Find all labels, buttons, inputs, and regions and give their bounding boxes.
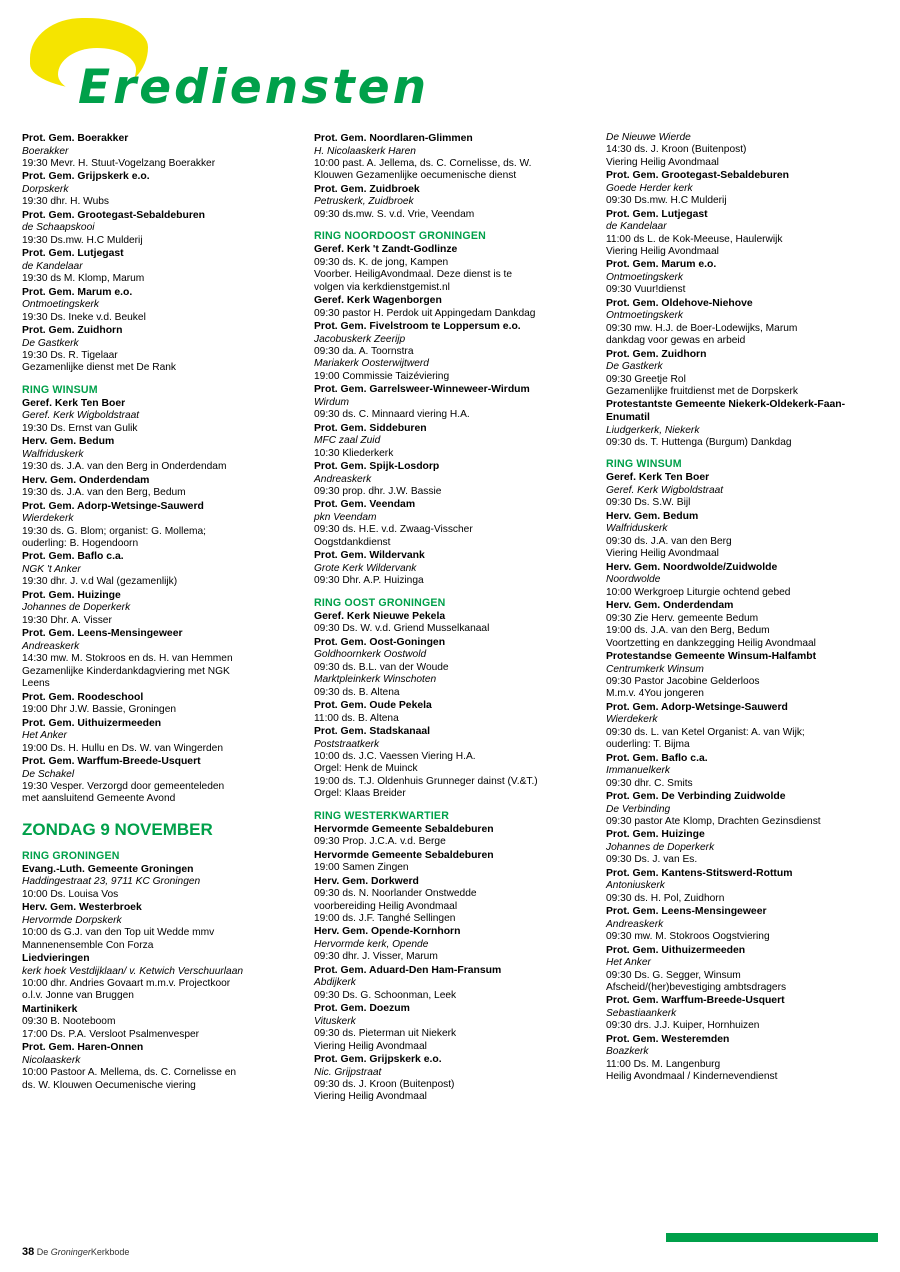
service-detail-line: 14:30 ds. J. Kroon (Buitenpost): [606, 144, 747, 156]
church-name: Prot. Gem. Stadskanaal: [314, 725, 431, 737]
service-detail-line: 19:30 Ds. Ineke v.d. Beukel: [22, 311, 146, 323]
church-name: Prot. Gem. Oude Pekela: [314, 699, 432, 711]
service-detail-line: Gezamenlijke fruitdienst met de Dorpskerk: [606, 386, 798, 398]
ring-heading: RING WINSUM: [22, 383, 98, 396]
venue-name: Ontmoetingskerk: [22, 299, 100, 311]
service-detail-line: 09:30 Vuur!dienst: [606, 284, 686, 296]
church-name: Evang.-Luth. Gemeente Groningen: [22, 863, 194, 875]
footer: [22, 1246, 129, 1258]
ring-heading: RING WINSUM: [606, 458, 682, 471]
venue-name: kerk hoek Vestdijklaan/ v. Ketwich Verschuurlaan: [22, 965, 244, 977]
service-detail-line: 09:30 pastor H. Perdok uit Appingedam Dankdag: [314, 307, 536, 319]
church-name: Prot. Gem. Veendam: [314, 499, 416, 511]
church-name: Prot. Gem. Noordlaren-Glimmen: [314, 133, 473, 144]
service-detail-line: o.l.v. Jonne van Bruggen: [22, 990, 134, 1002]
service-detail-line: 09:30 ds. K. de jong, Kampen: [314, 256, 449, 268]
page-number: 38: [22, 1246, 35, 1258]
church-name: Prot. Gem. Wildervank: [314, 550, 425, 562]
service-detail-line: 10:00 past. A. Jellema, ds. C. Cornelisse, ds. W.: [314, 158, 532, 169]
service-entry: [22, 864, 294, 901]
venue-name: De Verbinding: [606, 803, 671, 815]
service-detail-line: Viering Heilig Avondmaal: [606, 156, 719, 168]
church-name: Prot. Gem. Doezum: [314, 1003, 410, 1015]
service-entry: [314, 876, 586, 926]
service-detail-line: Viering Heilig Avondmaal: [606, 548, 719, 560]
service-detail-line: 09:30 ds. L. van Ketel Organist: A. van Wijk;: [606, 726, 805, 738]
venue-name: Immanuelkerk: [606, 765, 670, 777]
service-entry: [314, 1054, 586, 1104]
church-name: Herv. Gem. Westerbroek: [22, 902, 142, 914]
service-detail-line: 09:30 ds.mw. S. v.d. Vrie, Veendam: [314, 208, 475, 220]
service-entry: [22, 1042, 294, 1092]
church-name: Prot. Gem. Marum e.o.: [606, 259, 717, 271]
venue-name: De Gastkerk: [606, 361, 663, 373]
service-detail-line: 09:30 B. Nooteboom: [22, 1016, 116, 1028]
church-name: Prot. Gem. Warffum-Breede-Usquert: [606, 995, 785, 1007]
service-detail-line: 19:00 Dhr J.W. Bassie, Groningen: [22, 704, 177, 716]
service-entry: [22, 902, 294, 952]
venue-name: Ontmoetingskerk: [606, 272, 684, 284]
footer-brand-italic: Groninger: [50, 1247, 91, 1257]
service-detail-line: Gezamenlijke dienst met De Rank: [22, 362, 177, 374]
masthead: [22, 18, 522, 118]
venue-name: Grote Kerk Wildervank: [314, 562, 417, 574]
venue-name: Goede Herder kerk: [606, 182, 693, 194]
service-detail-line: 09:30 Greetje Rol: [606, 373, 686, 385]
service-detail-line: Heilig Avondmaal / Kindernevendienst: [606, 1071, 778, 1083]
church-name: Prot. Gem. Zuidhorn: [606, 348, 707, 360]
venue-name: de Kandelaar: [606, 221, 667, 233]
church-name: Prot. Gem. Warffum-Breede-Usquert: [22, 755, 201, 767]
service-entry: [314, 384, 586, 421]
church-name: Prot. Gem. Huizinge: [22, 589, 121, 601]
service-detail-line: 19:30 dhr. J. v.d Wal (gezamenlijk): [22, 576, 178, 588]
venue-name: Walfriduskerk: [606, 523, 668, 535]
service-entry: [314, 726, 586, 801]
service-entry: [606, 945, 878, 995]
church-name: Prot. Gem. Grootegast-Sebaldeburen: [606, 170, 790, 182]
ring-heading: RING OOST GRONINGEN: [314, 596, 446, 609]
service-entry: [22, 475, 294, 500]
church-name: Herv. Gem. Noordwolde/Zuidwolde: [606, 561, 778, 573]
service-detail-line: 09:30 mw. M. Stokroos Oogstviering: [606, 931, 770, 943]
venue-name: Hervormde Dorpskerk: [22, 914, 122, 926]
service-entry: [314, 184, 586, 221]
service-detail-line: Orgel: Klaas Breider: [314, 788, 406, 800]
venue-name: Dorpskerk: [22, 184, 69, 195]
venue-name: Vituskerk: [314, 1015, 356, 1027]
service-entry: [606, 170, 878, 207]
service-detail-line: 09:30 Dhr. A.P. Huizinga: [314, 575, 424, 587]
article-columns: [22, 132, 878, 1227]
church-name: Prot. Gem. Boerakker: [22, 133, 129, 144]
service-entry: [22, 171, 294, 208]
service-entry: [22, 210, 294, 247]
service-detail-line: 19:30 ds. G. Blom; organist: G. Mollema;: [22, 525, 207, 537]
service-detail-line: Viering Heilig Avondmaal: [606, 246, 719, 258]
service-entry: [606, 868, 878, 905]
service-entry: [314, 499, 586, 549]
church-name: Herv. Gem. Bedum: [22, 436, 115, 448]
church-name: Geref. Kerk Wagenborgen: [314, 295, 442, 307]
venue-name: Centrumkerk Winsum: [606, 663, 704, 675]
service-detail-line: 19:00 ds. J.F. Tanghé Sellingen: [314, 912, 456, 924]
venue-name: Wirdum: [314, 396, 349, 408]
church-name: Prot. Gem. Kantens-Stitswerd-Rottum: [606, 867, 793, 879]
service-detail-line: voorbereiding Heilig Avondmaal: [314, 900, 458, 912]
service-entry: [314, 637, 586, 674]
church-name: Hervormde Gemeente Sebaldeburen: [314, 823, 494, 835]
service-entry: [22, 756, 294, 806]
service-detail-line: dankdag voor gewas en arbeid: [606, 335, 746, 347]
service-detail-line: 19:30 dhr. H. Wubs: [22, 196, 110, 208]
church-name: Prot. Gem. Roodeschool: [22, 691, 144, 703]
venue-name: Noordwolde: [606, 574, 661, 586]
church-name: Prot. Gem. Baflo c.a.: [606, 752, 708, 764]
service-entry: [606, 829, 878, 866]
venue-name: De Schakel: [22, 768, 75, 780]
church-name: Prot. Gem. Uithuizermeeden: [22, 717, 162, 729]
ring-heading: RING NOORDOOST GRONINGEN: [314, 230, 486, 243]
service-entry: [22, 325, 294, 375]
service-detail-line: 11:00 Ds. M. Langenburg: [606, 1058, 721, 1070]
church-name: Prot. Gem. Huizinge: [606, 829, 705, 841]
service-detail-line: 19:00 Ds. H. Hullu en Ds. W. van Wingerden: [22, 742, 224, 754]
service-entry: [314, 674, 586, 699]
service-entry: [22, 287, 294, 324]
venue-name: Ontmoetingskerk: [606, 310, 684, 322]
service-detail-line: 09:30 ds. Pieterman uit Niekerk: [314, 1028, 457, 1040]
service-detail-line: 09:30 ds. B. Altena: [314, 686, 400, 698]
service-detail-line: 09:30 mw. H.J. de Boer-Lodewijks, Marum: [606, 322, 798, 334]
church-name: Prot. Gem. Westeremden: [606, 1033, 730, 1045]
service-detail-line: ouderling: B. Hogendoorn: [22, 538, 139, 550]
service-entry: [606, 1034, 878, 1084]
service-entry: [606, 600, 878, 650]
venue-name: H. Nicolaaskerk Haren: [314, 145, 416, 157]
service-detail-line: 11:00 ds L. de Kok-Meeuse, Haulerwijk: [606, 233, 783, 245]
service-entry: [22, 692, 294, 717]
service-entry: [606, 753, 878, 790]
page-title: Erediensten: [78, 60, 430, 115]
venue-name: Johannes de Doperkerk: [22, 602, 131, 614]
church-name: Prot. Gem. Grijpskerk e.o.: [22, 171, 150, 183]
service-entry: [606, 651, 878, 701]
service-detail-line: 17:00 Ds. P.A. Versloot Psalmenvesper: [22, 1028, 200, 1040]
service-entry: [22, 133, 294, 170]
venue-name: Jacobuskerk Zeerijp: [314, 333, 406, 345]
service-detail-line: 19:00 ds. J.A. van den Berg, Bedum: [606, 625, 770, 637]
service-detail-line: 09:30 ds. J. Kroon (Buitenpost): [314, 1078, 455, 1090]
service-detail-line: 19:30 Ds. Ernst van Gulik: [22, 422, 138, 434]
service-entry: [606, 298, 878, 348]
venue-name: de Schaapskooi: [22, 222, 95, 234]
service-entry: [314, 133, 586, 183]
service-detail-line: 09:30 dhr. C. Smits: [606, 777, 693, 789]
church-name: Protestandse Gemeente Winsum-Halfambt: [606, 650, 817, 662]
church-name: Prot. Gem. Leens-Mensingeweer: [22, 628, 183, 640]
footer-brand-suffix: Kerkbode: [90, 1247, 130, 1257]
service-detail-line: 19:30 ds. J.A. van den Berg, Bedum: [22, 487, 186, 499]
church-name: Protestantste Gemeente Niekerk-Oldekerk-Faan-Enumatil: [606, 399, 846, 424]
service-entry: [22, 953, 294, 1003]
church-name: Martinikerk: [22, 1003, 78, 1015]
service-detail-line: 09:30 Pastor Jacobine Gelderloos: [606, 675, 760, 687]
church-name: Prot. Gem. Siddeburen: [314, 422, 427, 434]
church-name: Geref. Kerk Ten Boer: [22, 397, 126, 409]
service-entry: [606, 349, 878, 399]
church-name: Prot. Gem. Lutjegast: [22, 248, 124, 260]
service-detail-line: 09:30 ds. H.E. v.d. Zwaag-Visscher: [314, 524, 473, 536]
church-name: Prot. Gem. Grijpskerk e.o.: [314, 1053, 442, 1065]
service-entry: [22, 590, 294, 627]
venue-name: Het Anker: [22, 730, 67, 742]
church-name: Prot. Gem. Leens-Mensingeweer: [606, 906, 767, 918]
church-name: Prot. Gem. Grootegast-Sebaldeburen: [22, 209, 206, 221]
venue-name: Het Anker: [606, 957, 651, 969]
service-detail-line: 14:30 mw. M. Stokroos en ds. H. van Hemmen: [22, 653, 233, 665]
service-entry: [22, 248, 294, 285]
church-name: Prot. Gem. Fivelstroom te Loppersum e.o.: [314, 321, 521, 333]
service-entry: [22, 501, 294, 551]
venue-name: Nicolaaskerk: [22, 1054, 81, 1066]
service-detail-line: 11:00 ds. B. Altena: [314, 712, 399, 724]
church-name: Prot. Gem. Baflo c.a.: [22, 551, 124, 563]
service-detail-line: M.m.v. 4You jongeren: [606, 688, 704, 700]
service-detail-line: 19:30 Ds.mw. H.C Mulderij: [22, 234, 143, 246]
venue-name: Andreaskerk: [314, 473, 372, 485]
service-detail-line: 19:30 Ds. R. Tigelaar: [22, 350, 118, 362]
service-detail-line: 09:30 prop. dhr. J.W. Bassie: [314, 486, 442, 498]
service-entry: [314, 965, 586, 1002]
venue-name: Sebastiaankerk: [606, 1007, 677, 1019]
venue-name: Boerakker: [22, 145, 69, 157]
venue-name: Marktpleinkerk Winschoten: [314, 674, 437, 686]
service-detail-line: ouderling: T. Bijma: [606, 739, 690, 751]
church-name: Herv. Gem. Dorkwerd: [314, 875, 419, 887]
service-detail-line: 09:30 drs. J.J. Kuiper, Hornhuizen: [606, 1020, 760, 1032]
service-entry: [22, 628, 294, 690]
service-entry: [314, 926, 586, 963]
venue-name: Liudgerkerk, Niekerk: [606, 424, 700, 436]
service-detail-line: Voorber. HeiligAvondmaal. Deze dienst is te: [314, 269, 513, 281]
service-detail-line: 09:30 ds. N. Noorlander Onstwedde: [314, 888, 477, 900]
church-name: Prot. Gem. Marum e.o.: [22, 286, 133, 298]
church-name: Liedvieringen: [22, 952, 90, 964]
venue-name: Andreaskerk: [22, 640, 80, 652]
church-name: Herv. Gem. Opende-Kornhorn: [314, 926, 461, 938]
venue-name: Goldhoornkerk Oostwold: [314, 649, 427, 661]
church-name: Prot. Gem. Spijk-Losdorp: [314, 461, 440, 473]
service-detail-line: volgen via kerkdienstgemist.nl: [314, 281, 450, 293]
service-entry: [314, 358, 586, 383]
service-detail-line: 09:30 dhr. J. Visser, Marum: [314, 951, 438, 963]
service-detail-line: 09:30 Ds. G. Schoonman, Leek: [314, 989, 457, 1001]
service-detail-line: 09:30 Ds. G. Segger, Winsum: [606, 969, 741, 981]
service-detail-line: 09:30 Ds.mw. H.C Mulderij: [606, 195, 727, 207]
venue-name: Johannes de Doperkerk: [606, 841, 715, 853]
service-entry: [314, 423, 586, 460]
church-name: Prot. Gem. Oost-Goningen: [314, 636, 446, 648]
service-detail-line: 19:30 ds. J.A. van den Berg in Onderdendam: [22, 461, 227, 473]
venue-name: Petruskerk, Zuidbroek: [314, 196, 414, 208]
service-detail-line: Gezamenlijke Kinderdankdagviering met NGK: [22, 665, 230, 677]
service-detail-line: 09:30 ds. B.L. van der Woude: [314, 661, 449, 673]
service-entry: [22, 718, 294, 755]
venue-name: MFC zaal Zuid: [314, 435, 381, 447]
venue-name: Poststraatkerk: [314, 738, 380, 750]
service-detail-line: 10:30 Kliederkerk: [314, 447, 394, 459]
service-detail-line: 09:30 pastor Ate Klomp, Drachten Gezinsdienst: [606, 815, 821, 827]
venue-name: Walfriduskerk: [22, 448, 84, 460]
service-detail-line: 09:30 ds. T. Huttenga (Burgum) Dankdag: [606, 437, 792, 449]
service-entry: [314, 461, 586, 498]
church-name: Prot. Gem. Garrelsweer-Winneweer-Wirdum: [314, 384, 530, 396]
service-entry: [314, 321, 586, 358]
service-detail-line: 19:00 Samen Zingen: [314, 862, 409, 874]
service-detail-line: 10:00 ds G.J. van den Top uit Wedde mmv: [22, 927, 215, 939]
church-name: Prot. Gem. Haren-Onnen: [22, 1042, 144, 1054]
service-entry: [606, 791, 878, 828]
service-entry: [22, 398, 294, 435]
service-detail-line: Afscheid/(her)bevestiging ambtsdragers: [606, 981, 787, 993]
venue-name: Wierdekerk: [22, 513, 74, 525]
church-name: Prot. Gem. Adorp-Wetsinge-Sauwerd: [606, 701, 788, 713]
column-3: [606, 132, 878, 1084]
venue-name: Geref. Kerk Wigboldstraat: [606, 485, 724, 497]
venue-name: Nic. Grijpstraat: [314, 1066, 382, 1078]
church-name: Herv. Gem. Onderdendam: [22, 474, 150, 486]
service-entry: [606, 472, 878, 509]
service-entry: [314, 295, 586, 320]
service-detail-line: 09:30 ds. H. Pol, Zuidhorn: [606, 892, 725, 904]
service-detail-line: 19:30 Vesper. Verzorgd door gemeenteleden: [22, 780, 225, 792]
service-entry: [314, 1003, 586, 1053]
service-detail-line: Mannenensemble Con Forza: [22, 939, 154, 951]
ring-heading: RING GRONINGEN: [22, 849, 120, 862]
service-detail-line: 10:00 dhr. Andries Govaart m.m.v. Projectkoor: [22, 977, 231, 989]
service-entry: [606, 995, 878, 1032]
service-detail-line: 09:30 Zie Herv. gemeente Bedum: [606, 612, 759, 624]
service-entry: [606, 399, 878, 449]
service-detail-line: 09:30 da. A. Toornstra: [314, 346, 414, 358]
service-entry: [606, 132, 878, 169]
footer-green-bar: [666, 1233, 878, 1242]
venue-name: Geref. Kerk Wigboldstraat: [22, 410, 140, 422]
service-entry: [314, 550, 586, 587]
venue-name: Wierdekerk: [606, 714, 658, 726]
service-entry: [22, 1004, 294, 1041]
venue-name: Boazkerk: [606, 1046, 649, 1058]
column-1: [22, 132, 294, 1092]
service-detail-line: 19:30 Dhr. A. Visser: [22, 614, 112, 626]
service-detail-line: 09:30 Prop. J.C.A. v.d. Berge: [314, 836, 446, 848]
service-detail-line: Voortzetting en dankzegging Heilig Avondmaal: [606, 637, 816, 649]
service-detail-line: 09:30 Ds. S.W. Bijl: [606, 497, 691, 509]
venue-name: Hervormde kerk, Opende: [314, 938, 429, 950]
service-detail-line: 09:30 Ds. W. v.d. Griend Musselkanaal: [314, 623, 490, 635]
service-entry: [314, 850, 586, 875]
church-name: Geref. Kerk Ten Boer: [606, 472, 710, 484]
service-detail-line: 09:30 Ds. J. van Es.: [606, 854, 698, 866]
service-detail-line: 10:00 Ds. Louisa Vos: [22, 888, 119, 900]
service-entry: [606, 562, 878, 599]
venue-name: Andreaskerk: [606, 918, 664, 930]
church-name: Hervormde Gemeente Sebaldeburen: [314, 849, 494, 861]
service-entry: [314, 700, 586, 725]
venue-name: de Kandelaar: [22, 260, 83, 272]
service-detail-line: 19:00 Commissie Taizéviering: [314, 370, 450, 382]
service-detail-line: 09:30 ds. C. Minnaard viering H.A.: [314, 409, 470, 421]
day-heading: ZONDAG 9 NOVEMBER: [22, 819, 213, 839]
church-name: Herv. Gem. Onderdendam: [606, 600, 734, 612]
church-name: Herv. Gem. Bedum: [606, 510, 699, 522]
church-name: Geref. Kerk Nieuwe Pekela: [314, 610, 446, 622]
service-detail-line: met aansluitend Gemeente Avond: [22, 793, 176, 805]
service-entry: [606, 906, 878, 943]
church-name: Prot. Gem. Lutjegast: [606, 208, 708, 220]
venue-name: NGK 't Anker: [22, 564, 81, 576]
service-detail-line: 10:00 Pastoor A. Mellema, ds. C. Cornelisse en: [22, 1067, 237, 1079]
service-detail-line: 10:00 Werkgroep Liturgie ochtend gebed: [606, 586, 791, 598]
venue-name: pkn Veendam: [314, 512, 377, 524]
service-detail-line: 19:30 Mevr. H. Stuut-Vogelzang Boerakker: [22, 158, 216, 169]
ring-heading: RING WESTERKWARTIER: [314, 809, 450, 822]
service-entry: [314, 244, 586, 294]
venue-name: Haddingestraat 23, 9711 KC Groningen: [22, 876, 201, 888]
service-detail-line: Viering Heilig Avondmaal: [314, 1091, 427, 1103]
service-detail-line: Klouwen Gezamenlijke oecumenische dienst: [314, 170, 517, 182]
footer-brand-prefix: De: [36, 1247, 49, 1257]
venue-name: De Nieuwe Wierde: [606, 132, 691, 143]
church-name: Prot. Gem. Uithuizermeeden: [606, 944, 746, 956]
venue-name: Mariakerk Oosterwijtwerd: [314, 358, 429, 370]
service-entry: [606, 702, 878, 752]
service-detail-line: 19:30 ds M. Klomp, Marum: [22, 273, 145, 285]
service-entry: [314, 611, 586, 636]
church-name: Prot. Gem. Adorp-Wetsinge-Sauwerd: [22, 500, 204, 512]
church-name: Prot. Gem. De Verbinding Zuidwolde: [606, 790, 786, 802]
service-detail-line: Orgel: Henk de Muinck: [314, 763, 418, 775]
church-name: Prot. Gem. Aduard-Den Ham-Fransum: [314, 964, 502, 976]
service-entry: [22, 551, 294, 588]
service-entry: [314, 824, 586, 849]
service-detail-line: Viering Heilig Avondmaal: [314, 1040, 427, 1052]
venue-name: Abdijkerk: [314, 977, 356, 989]
column-2: [314, 132, 586, 1104]
church-name: Prot. Gem. Zuidhorn: [22, 325, 123, 337]
service-detail-line: 10:00 ds. J.C. Vaessen Viering H.A.: [314, 750, 476, 762]
service-entry: [606, 259, 878, 296]
church-name: Prot. Gem. Oldehove-Niehove: [606, 297, 753, 309]
service-detail-line: Leens: [22, 678, 50, 690]
service-detail-line: ds. W. Klouwen Oecumenische viering: [22, 1079, 196, 1091]
service-entry: [22, 436, 294, 473]
service-detail-line: 19:00 ds. T.J. Oldenhuis Grunneger dainst (V.&T.): [314, 775, 538, 787]
venue-name: Antoniuskerk: [606, 880, 665, 892]
service-entry: [606, 511, 878, 561]
service-detail-line: 09:30 ds. J.A. van den Berg: [606, 535, 732, 547]
church-name: Prot. Gem. Zuidbroek: [314, 183, 420, 195]
venue-name: De Gastkerk: [22, 337, 79, 349]
service-detail-line: Oogstdankdienst: [314, 536, 391, 548]
service-entry: [606, 209, 878, 259]
church-name: Geref. Kerk 't Zandt-Godlinze: [314, 244, 458, 256]
